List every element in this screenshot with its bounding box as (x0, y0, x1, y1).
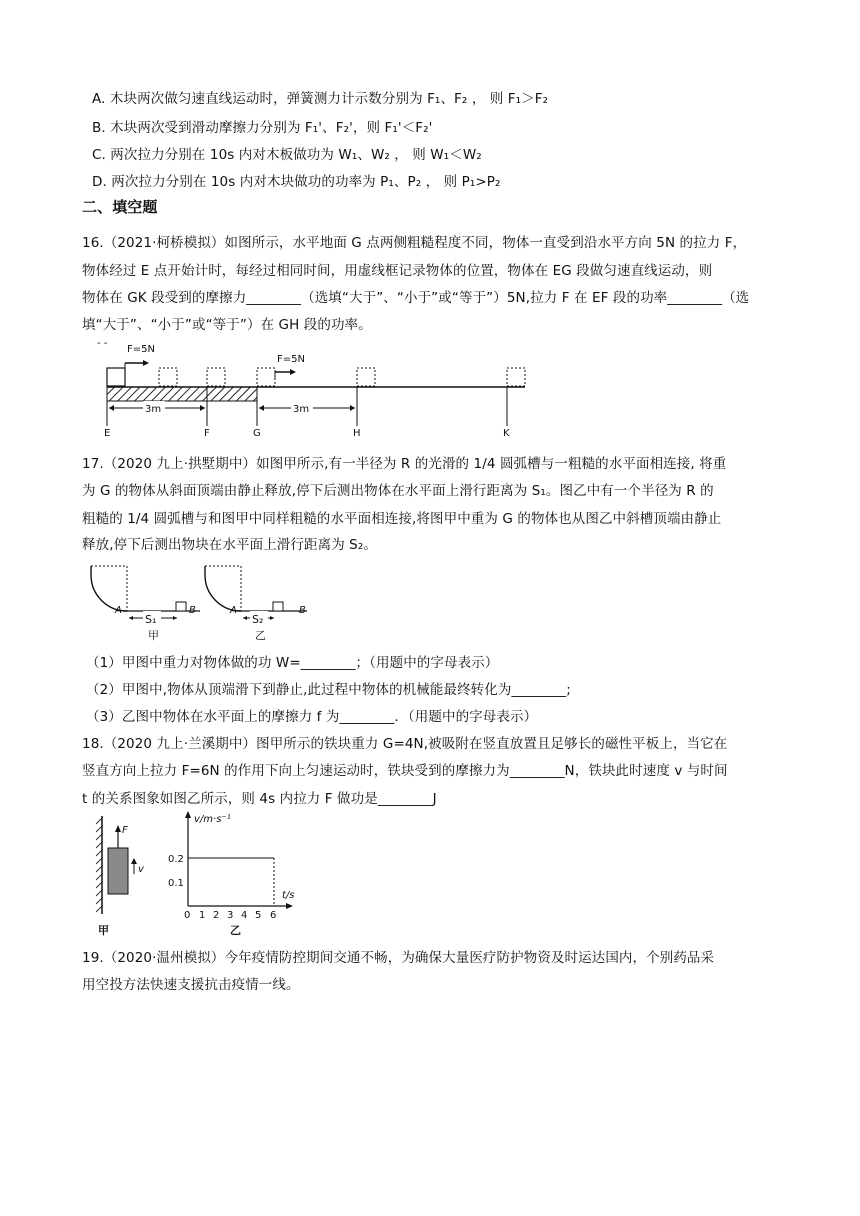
svg-text:F: F (122, 825, 128, 836)
block-solid (107, 368, 125, 386)
point-h: H (353, 428, 361, 438)
distance-label-2: 3m (293, 404, 310, 415)
svg-text:S₂: S₂ (252, 613, 264, 626)
block-dashed (257, 368, 275, 386)
q16-figure (95, 338, 535, 438)
option-a: A. 木块两次做匀速直线运动时，弹簧测力计示数分别为 F₁、F₂ ， 则 F₁＞F₂ (92, 91, 549, 107)
q16-line-4: 填“大于”、“小于”或“等于”）在 GH 段的功率。 (82, 317, 372, 333)
q17-line-4: 释放,停下后测出物块在水平面上滑行距离为 S₂。 (82, 537, 377, 553)
option-c: C. 两次拉力分别在 10s 内对木板做功为 W₁、W₂ ， 则 W₁＜W₂ (92, 147, 482, 163)
point-g: G (253, 428, 261, 438)
q16-line-2: 物体经过 E 点开始计时，每经过相同时间，用虚线框记录物体的位置，物体在 EG 段做匀速直线运动，则 (82, 263, 713, 279)
block-dashed (207, 368, 225, 386)
svg-text:甲: 甲 (98, 924, 109, 937)
point-k: K (503, 428, 510, 438)
svg-text:A: A (230, 605, 237, 616)
block-dashed (357, 368, 375, 386)
point-f: F (204, 428, 210, 438)
svg-text:2: 2 (213, 910, 220, 921)
block-dashed (159, 368, 177, 386)
q17-part-3: （3）乙图中物体在水平面上的摩擦力 f 为________．（用题中的字母表示） (86, 709, 538, 725)
iron-block (108, 848, 128, 894)
q16-line-3: 物体在 GK 段受到的摩擦力________（选填“大于”、“小于”或“等于”）5N,拉力 F 在 EF 段的功率________（选 (82, 290, 750, 306)
svg-text:乙: 乙 (255, 629, 266, 642)
q17-part-1: （1）甲图中重力对物体做的功 W=________；（用题中的字母表示） (86, 655, 499, 671)
rough-surface (107, 387, 257, 401)
svg-text:0.1: 0.1 (168, 878, 184, 889)
distance-label-1: 3m (145, 404, 162, 415)
svg-text:甲: 甲 (148, 629, 159, 642)
svg-text:S₁: S₁ (145, 613, 157, 626)
svg-text:3: 3 (227, 910, 234, 921)
force-label-1: F=5N (127, 344, 155, 355)
svg-text:A: A (115, 605, 122, 616)
velocity-time-chart (168, 811, 295, 937)
option-b: B. 木块两次受到滑动摩擦力分别为 F₁'、F₂'，则 F₁'＜F₂' (92, 120, 433, 136)
svg-text:5: 5 (255, 910, 262, 921)
q18-line-3: t 的关系图象如图乙所示，则 4s 内拉力 F 做功是________J (82, 791, 437, 807)
q17-line-2: 为 G 的物体从斜面顶端由静止释放,停下后测出物体在水平面上滑行距离为 S₁。图乙中有一个半径为 R 的 (82, 483, 714, 499)
svg-text:v: v (138, 864, 144, 875)
q16-line-1: 16.（2021·柯桥模拟）如图所示，水平地面 G 点两侧粗糙程度不同，物体一直受到沿水平方向 5N 的拉力 F， (82, 235, 747, 251)
svg-text:1: 1 (199, 910, 206, 921)
svg-text:4: 4 (241, 910, 248, 921)
point-e: E (104, 428, 111, 438)
svg-text:t/s: t/s (282, 890, 295, 901)
q19-line-2: 用空投方法快速支援抗击疫情一线。 (82, 977, 300, 993)
q18-line-1: 18.（2020 九上·兰溪期中）图甲所示的铁块重力 G=4N,被吸附在竖直放置且足够长的磁性平板上，当它在 (82, 736, 728, 752)
svg-text:B: B (299, 605, 306, 616)
svg-text:v/m·s⁻¹: v/m·s⁻¹ (194, 814, 231, 825)
q17-part-2: （2）甲图中,物体从顶端滑下到静止,此过程中物体的机械能最终转化为________; (86, 682, 571, 698)
q17-line-1: 17.（2020 九上·拱墅期中）如图甲所示,有一半径为 R 的光滑的 1/4 圆弧槽与一粗糙的水平面相连接, 将重 (82, 456, 727, 472)
svg-text:6: 6 (270, 910, 277, 921)
q19-line-1: 19.（2020·温州模拟）今年疫情防控期间交通不畅，为确保大量医疗防护物资及时运达国内，个别药品采 (82, 950, 715, 966)
svg-text:乙: 乙 (230, 924, 241, 937)
section-title: 二、填空题 (82, 198, 158, 216)
svg-text:- -: - - (97, 338, 108, 349)
force-label-2: F=5N (277, 354, 305, 365)
q17-figure (85, 560, 315, 645)
q18-line-2: 竖直方向上拉力 F=6N 的作用下向上匀速运动时，铁块受到的摩擦力为________N，铁块此时速度 v 与时间 (82, 763, 728, 779)
option-d: D. 两次拉力分别在 10s 内对木块做功的功率为 P₁、P₂ ， 则 P₁>P₂ (92, 174, 501, 190)
q18-figure (90, 808, 310, 938)
svg-text:0.2: 0.2 (168, 854, 184, 865)
svg-text:B: B (189, 605, 196, 616)
block-dashed (507, 368, 525, 386)
svg-text:0: 0 (184, 910, 191, 921)
q17-line-3: 粗糙的 1/4 圆弧槽与和图甲中同样粗糙的水平面相连接,将图甲中重为 G 的物体也从图乙中斜槽顶端由静止 (82, 511, 722, 527)
